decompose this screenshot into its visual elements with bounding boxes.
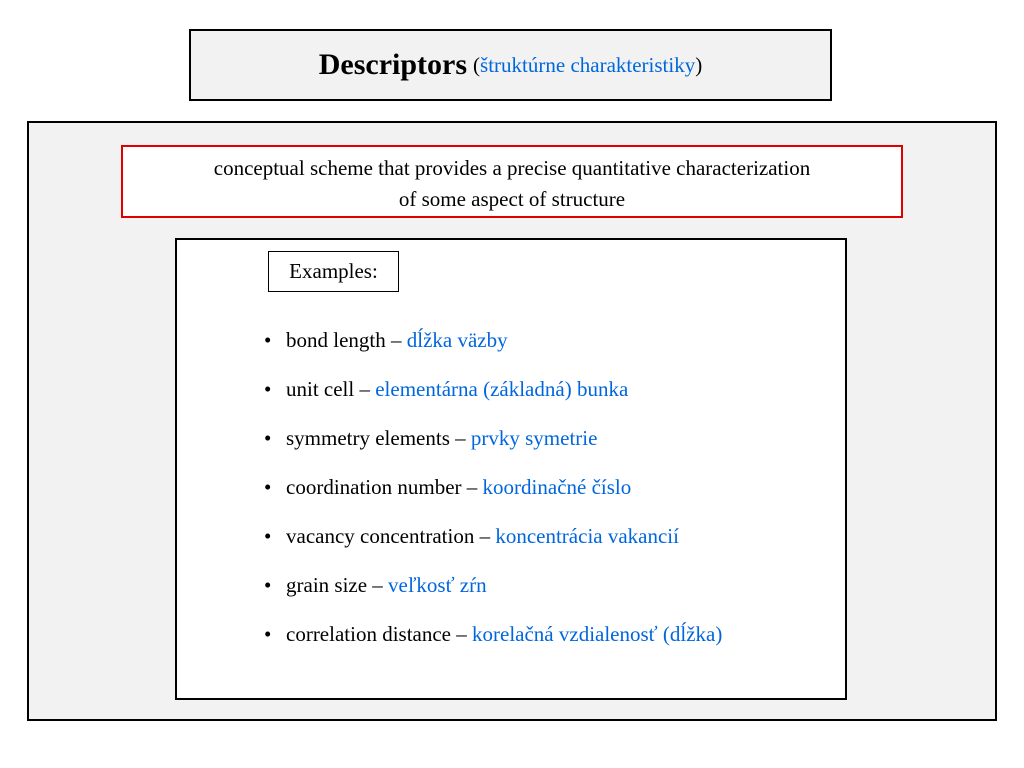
list-item	[264, 568, 722, 617]
definition-box	[121, 145, 903, 218]
example-separator: –	[474, 524, 496, 548]
example-english: grain size	[286, 573, 368, 597]
example-english: symmetry elements	[286, 426, 450, 450]
example-separator: –	[385, 328, 407, 352]
list-item	[264, 421, 722, 470]
example-slovak: korelačná vzdialenosť (dĺžka)	[472, 622, 723, 646]
example-separator: –	[354, 377, 376, 401]
list-item	[264, 617, 722, 666]
definition-line-2: of some aspect of structure	[398, 187, 626, 211]
page-title: Descriptors	[318, 48, 468, 81]
bullet-icon: •	[264, 524, 272, 548]
example-english: bond length	[286, 328, 386, 352]
example-slovak: koncentrácia vakancií	[495, 524, 679, 548]
title-box	[189, 29, 832, 101]
example-slovak: prvky symetrie	[470, 426, 598, 450]
subtitle-slovak: štruktúrne charakteristiky	[480, 52, 696, 77]
example-english: vacancy concentration	[286, 524, 475, 548]
bullet-icon: •	[264, 475, 272, 499]
example-slovak: dĺžka väzby	[406, 328, 508, 352]
subtitle-close-paren: )	[695, 52, 703, 77]
example-english: unit cell	[286, 377, 355, 401]
page-subtitle	[473, 53, 702, 78]
bullet-icon: •	[264, 328, 272, 352]
example-slovak: koordinačné číslo	[482, 475, 632, 499]
example-slovak: elementárna (základná) bunka	[375, 377, 629, 401]
bullet-icon: •	[264, 622, 272, 646]
bullet-icon: •	[264, 426, 272, 450]
example-separator: –	[367, 573, 389, 597]
bullet-icon: •	[264, 573, 272, 597]
subtitle-open-paren: (	[473, 52, 481, 77]
definition-line-1: conceptual scheme that provides a precise quantitative characterization	[213, 156, 811, 180]
bullet-icon: •	[264, 377, 272, 401]
example-separator: –	[461, 475, 483, 499]
example-separator: –	[451, 622, 473, 646]
example-slovak: veľkosť zŕn	[388, 573, 487, 597]
examples-list	[264, 323, 722, 666]
list-item	[264, 323, 722, 372]
example-separator: –	[449, 426, 471, 450]
list-item	[264, 470, 722, 519]
list-item	[264, 519, 722, 568]
list-item	[264, 372, 722, 421]
example-english: correlation distance	[286, 622, 452, 646]
example-english: coordination number	[286, 475, 462, 499]
examples-label: Examples:	[268, 251, 399, 292]
